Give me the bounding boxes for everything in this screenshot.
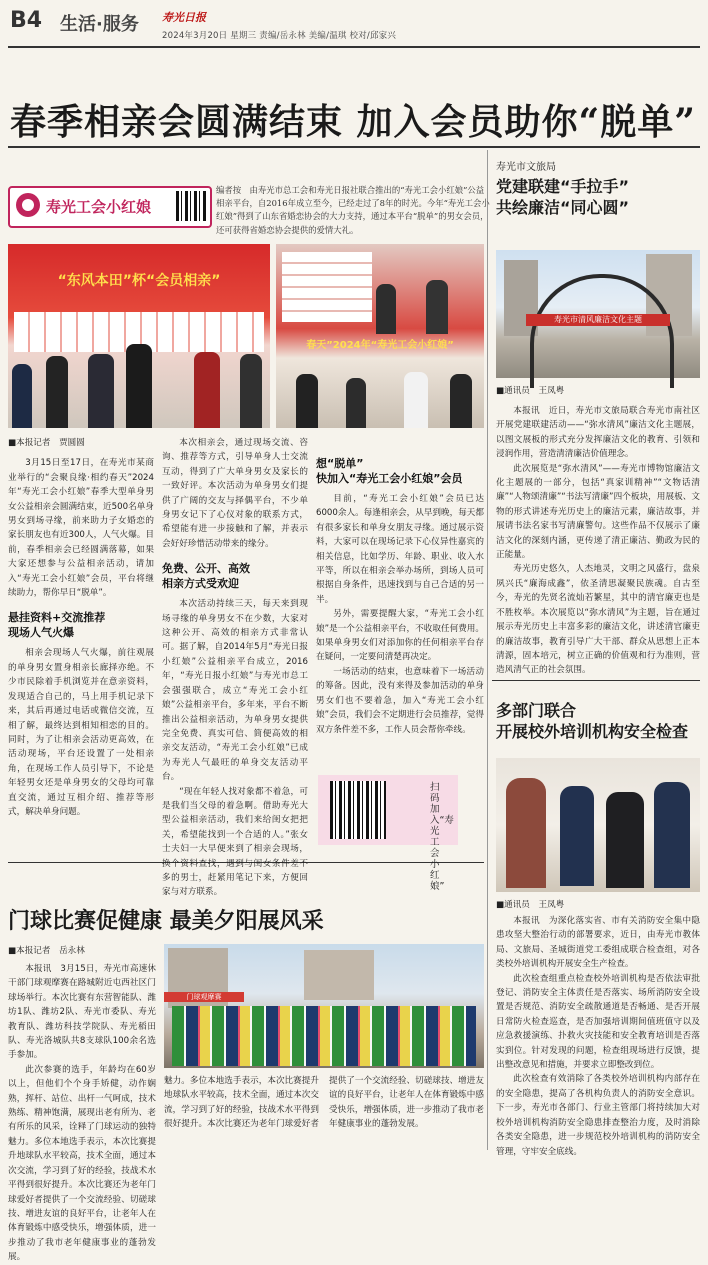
right-column-divider <box>487 150 488 1150</box>
paragraph: 一场活动的结束，也意味着下一场活动的筹备。因此，没有来得及参加活动的单身男女们也不要着急，加入“寿光工会小红娘”会员，我们会不定期进行会员推荐，觉得双方条件差不多，工作人员会帮你牵线。 <box>316 666 484 735</box>
safety-inspection-photo <box>496 758 700 892</box>
person-silhouette <box>560 786 594 886</box>
integrity-arch-photo <box>496 250 700 378</box>
right-story-2-title: 多部门联合 开展校外培训机构安全检查 <box>496 701 689 741</box>
person-silhouette <box>426 280 448 334</box>
person-silhouette <box>88 354 114 428</box>
paragraph: 寿光历史悠久，人杰地灵，文明之风盛行，盘泉夙兴氏“廉海成鑫”，依圣清思凝聚民族魂。自古至今，寿光的先贤名流灿若繁星，其中的清官廉吏也是不胜枚举。本次展览以“弥水清风”为主题，旨在通过展示寿光历史上丰富多彩的廉洁文化，讲述清官廉吏的廉洁故事，教育引导广大干部、群众从思想上正本清源，固本培元，树立正确的价值观和行为准则，营造风清气正的社会氛围。 <box>496 564 700 676</box>
main-headline: 春季相亲会圆满结束 加入会员助你“脱单” <box>10 101 696 143</box>
person-silhouette <box>296 374 318 428</box>
right-story-rule <box>492 680 700 681</box>
building <box>304 950 374 1000</box>
paragraph: “现在年轻人找对象都不着急，可是我们当父母的着急啊。借助寿光大型公益相亲活动，我们来给闺女把把关，希望能找到一个合适的人。”张女士夫妇一大早便来到了相亲会现场，换个资料查找，遇到与闺女条件差不多的男士，赶紧用笔记下来，方便回家与对方联系。 <box>162 786 308 898</box>
right-story-1-kicker: 寿光市文旅局 <box>496 162 556 173</box>
subhead: 悬挂资料+交流推荐 现场人气火爆 <box>8 611 106 640</box>
editor-note: 编者按 由寿光市总工会和寿光日报社联合推出的“寿光工会小红娘”公益相亲平台，自2016年成立至今，已经走过了8年的时光。今年“寿光工会小红娘”得到了山东省婚恋协会的大力支持，通过本平台“脱单”的男女会员，还可获得省婚恋协会提供的爱情大礼。 <box>216 185 490 235</box>
paragraph: 3月15日至17日，在寿光市某商业举行的“会聚良缘·相约春天”2024年“寿光工会小红娘”春季大型单身男女公益相亲会圆满结束，近500名单身男女到场寻缘，前来助力子女婚恋的家长朋友也有近300人，人气火爆。目前，春季相亲会已经圆满落幕，如果大家还想参与公益相亲活动，请加入“寿光工会小红娘”会员，平台将继续助力，帮你早日“脱单”。 <box>8 458 154 599</box>
person-silhouette <box>606 792 644 888</box>
paragraph: 此次检查有效消除了各类校外培训机构内部存在的安全隐患，提高了各机构负责人的消防安全意识。下一步，寿光市各部门、行业主管部门将持续加大对校外培训机构消防安全隐患排查整治力度，及时消除各类安全隐患，进一步规范校外培训机构的消防安全管理，守牢安全底线。 <box>496 1074 700 1157</box>
paragraph: 另外，需要提醒大家，“寿光工会小红娘”是一个公益相亲平台，不收取任何费用。如果单身男女们对添加你的任何相亲平台存在疑问，一定要问清楚再决定。 <box>316 609 484 663</box>
paragraph: 此次展览是“弥水清风”——寿光市博物馆廉洁文化主题展的一部分，包括“真家训精神”“文物话清廉”“人物颂清廉”“书法写清廉”四个板块，用展板、文物的形式讲述寿光历史上的廉洁元素，廉洁故事，并展请书法名家书写清廉警句。这些作品不仅展示了廉洁文化的深刻内涵，更传递了清正廉洁、勤政为民的正能量。 <box>496 463 700 561</box>
newspaper-logo: 寿光日报 <box>162 11 206 24</box>
paragraph: 目前，“寿光工会小红娘”会员已达6000余人。每逢相亲会，从早到晚，每天都有很多家长和单身女朋友寻缘。通过展示资料，大家可以在现场记录下心仪异性嘉宾的相关信息，比如学历、年龄、职业、收入水平等，所以在相亲会举办场所，到场人员可根据自身条件，迅速找到与自己合适的另一半。 <box>316 494 484 605</box>
bottom-story-headline: 门球比赛促健康 最美夕阳展风采 <box>8 908 324 934</box>
byline-text: ■本报记者 贾圆圆 <box>8 438 85 448</box>
person-silhouette <box>506 778 546 888</box>
bottom-story-column-1 <box>8 962 156 1263</box>
badge-text: 寿光工会小红娘 <box>46 198 152 216</box>
paragraph: 本报讯 3月15日，寿光市高速休干部门球观摩赛在路城附近屯西社区门球场举行。本次比赛有东营智能队、潍坊1队、潍坊2队、寿光市委队、寿光教育队、潍坊科技学院队、寿光稻田队、寿光洛城队共8支球队100余名选手参加。 <box>8 964 156 1061</box>
paragraph: 本报讯 近日，寿光市文旅局联合寿光市南社区开展党建联建活动——“弥水清风”廉洁文化主题展，以图文展板的形式充分发挥廉洁文化的教育、引领和浸润作用，营造清清廉洁价值理念。 <box>496 406 700 460</box>
gateball-banner: 门球观摩赛 <box>164 992 244 1002</box>
person-silhouette <box>404 372 428 428</box>
bottom-story-byline: ■本报记者 岳永林 <box>8 946 85 956</box>
matchmaking-photo-left <box>8 244 270 428</box>
main-story-byline <box>8 436 154 450</box>
arch-banner: 寿光市清风廉洁文化主题 <box>526 314 670 326</box>
paragraph: 本报讯 为深化落实省、市有关消防安全集中隐患攻坚大整治行动的部署要求，近日，由寿光市教体局、文旅局、圣城街道党工委组成联合检查组，对各类校外培训机构开展安全生产检查。 <box>496 916 700 970</box>
person-silhouette <box>346 378 366 428</box>
gateball-team-photo <box>164 944 484 1068</box>
paragraph: 本次活动持续三天，每天来到现场寻缘的单身男女不在少数，大家对这种公开、高效的相亲方式非常认可。据了解，自2014年5月“寿光日报小红娘”公益相亲平台成立，2016年，“寿光日报小红娘”与寿光市总工会强强联合，成立“寿光工会小红娘”公益相亲平台，多年来，平台不断推出公益相亲活动，为单身男女提供完全免费、真实可信、简便高效的相亲交友活动，“寿光工会小红娘”已成为寿光人气最旺的单身交友活动平台。 <box>162 599 308 783</box>
page-header <box>0 0 708 48</box>
bottom-story-column-2 <box>164 1074 484 1150</box>
qr-caption: 扫码加入“寿光工会小红娘” <box>430 782 454 892</box>
team-members <box>172 1006 476 1066</box>
info-board-right <box>282 252 372 322</box>
main-story-column-1 <box>8 436 154 856</box>
person-silhouette <box>376 284 396 334</box>
photo-banner-right: 春天”2024年“寿光工会小红娘” <box>306 340 454 351</box>
join-qr-code[interactable] <box>330 781 386 839</box>
paragraph-continued: 魅力。多位本地选手表示，本次比赛提升地球队水平较高，技术全面，通过本次交流，学习到了好的经验，技战术水平得到很好提升。本次比赛还为老年门球爱好者提供了一个交流经验、切磋球技、增进友谊的良好平台，让老年人在体育锻炼中感受快乐，增强体质，进一步推动了我市老年健康事业的蓬勃发展。 <box>164 1076 484 1130</box>
main-story-column-3 <box>316 436 484 766</box>
person-silhouette <box>654 782 690 888</box>
paragraph: 本次相亲会，通过现场交流、咨询、推荐等方式，引导单身人士交流互动，得到了广大单身男女及家长的一致好评。本次活动为单身男女们提供了广阔的交友与择偶平台，不少单身男女记下了心仪对象的联系方式，希望能有进一步接触和了解，并表示会好好珍惜活动带来的缘分。 <box>162 438 308 549</box>
main-story-column-2 <box>162 436 308 898</box>
page-number: B4 <box>10 8 43 33</box>
headline-rule <box>8 146 700 148</box>
matchmaking-photo-right <box>276 244 484 428</box>
right-story-2-caption: ■通讯员 王凤粤 <box>496 900 565 910</box>
person-silhouette <box>46 356 68 428</box>
header-meta: 2024年3月20日 星期三 责编/岳永林 美编/温琪 校对/邱家兴 <box>162 31 397 41</box>
section-name: 生活·服务 <box>60 14 139 35</box>
right-story-1-caption: ■通讯员 王凤粤 <box>496 386 565 396</box>
badge-qr-code <box>176 191 206 221</box>
photo-banner-left: “东风本田”杯“会员相亲” <box>57 273 221 289</box>
header-rule <box>8 46 700 48</box>
paragraph: 相亲会现场人气火爆，前往观展的单身男女置身相亲长廊择亦绝。不少市民除着手机浏览并在意亲资料，发现适合自己的，马上用手机记录下来，其后再通过电话或微信交流，互相了解，最终达到相知相恋的目的。同时，为了让相亲会活动更高效，在活动现场，平台还设置了一处相亲角，在现场工作人员引导下，不论是年轻男女还是单身男女的父母均可靠直交流，通过互相介绍、推荐等形式，解决单身问题。 <box>8 648 154 817</box>
person-silhouette <box>12 364 32 428</box>
right-story-2-body <box>496 914 700 1157</box>
right-story-1-body <box>496 404 700 676</box>
paragraph: 此次检查组重点检查校外培训机构是否依法审批登记、消防安全主体责任是否落实、场所消防安全设置是否规范、消防安全疏散通道是否畅通、是否开展日常防火检查巡查，是否加强培训期间值班值守以及应急救援演练、扑救火灾技能和安全教育培训是否落实到位。针对发现的问题，检查组现场进行反馈，提出整改意见和措施，并要求立即整改到位。 <box>496 973 700 1071</box>
person-silhouette <box>194 352 220 428</box>
subhead: 免费、公开、高效 相亲方式受欢迎 <box>162 562 250 591</box>
subhead: 想“脱单” 快加入“寿光工会小红娘”会员 <box>316 457 463 485</box>
person-silhouette <box>126 344 152 428</box>
union-matchmaker-badge <box>8 186 212 228</box>
paragraph: 此次参赛的选手，年龄均在60岁以上，但他们个个身手矫健，动作娴熟，挥杆、站位、出杆一气呵成，技术熟练、精神饱满，展现出老有所为、老有所乐的风采，诠释了门球运动的独特魅力。多位本地选手表示，本次比赛提升地球队水平较高，技术全面，通过本次交流，学习到了好的经验，技战术水平得到很好提升。本次比赛还为老年门球爱好者提供了一个交流经验、切磋球技、增进友谊的良好平台，让老年人在体育锻炼中感受快乐，增强体质，进一步推动了我市老年健康事业的蓬勃发展。 <box>8 1064 156 1263</box>
right-story-1-title: 党建联建“手拉手” 共绘廉洁“同心圆” <box>496 177 630 217</box>
person-silhouette <box>240 354 262 428</box>
union-logo-icon <box>16 193 40 217</box>
person-silhouette <box>450 374 472 428</box>
